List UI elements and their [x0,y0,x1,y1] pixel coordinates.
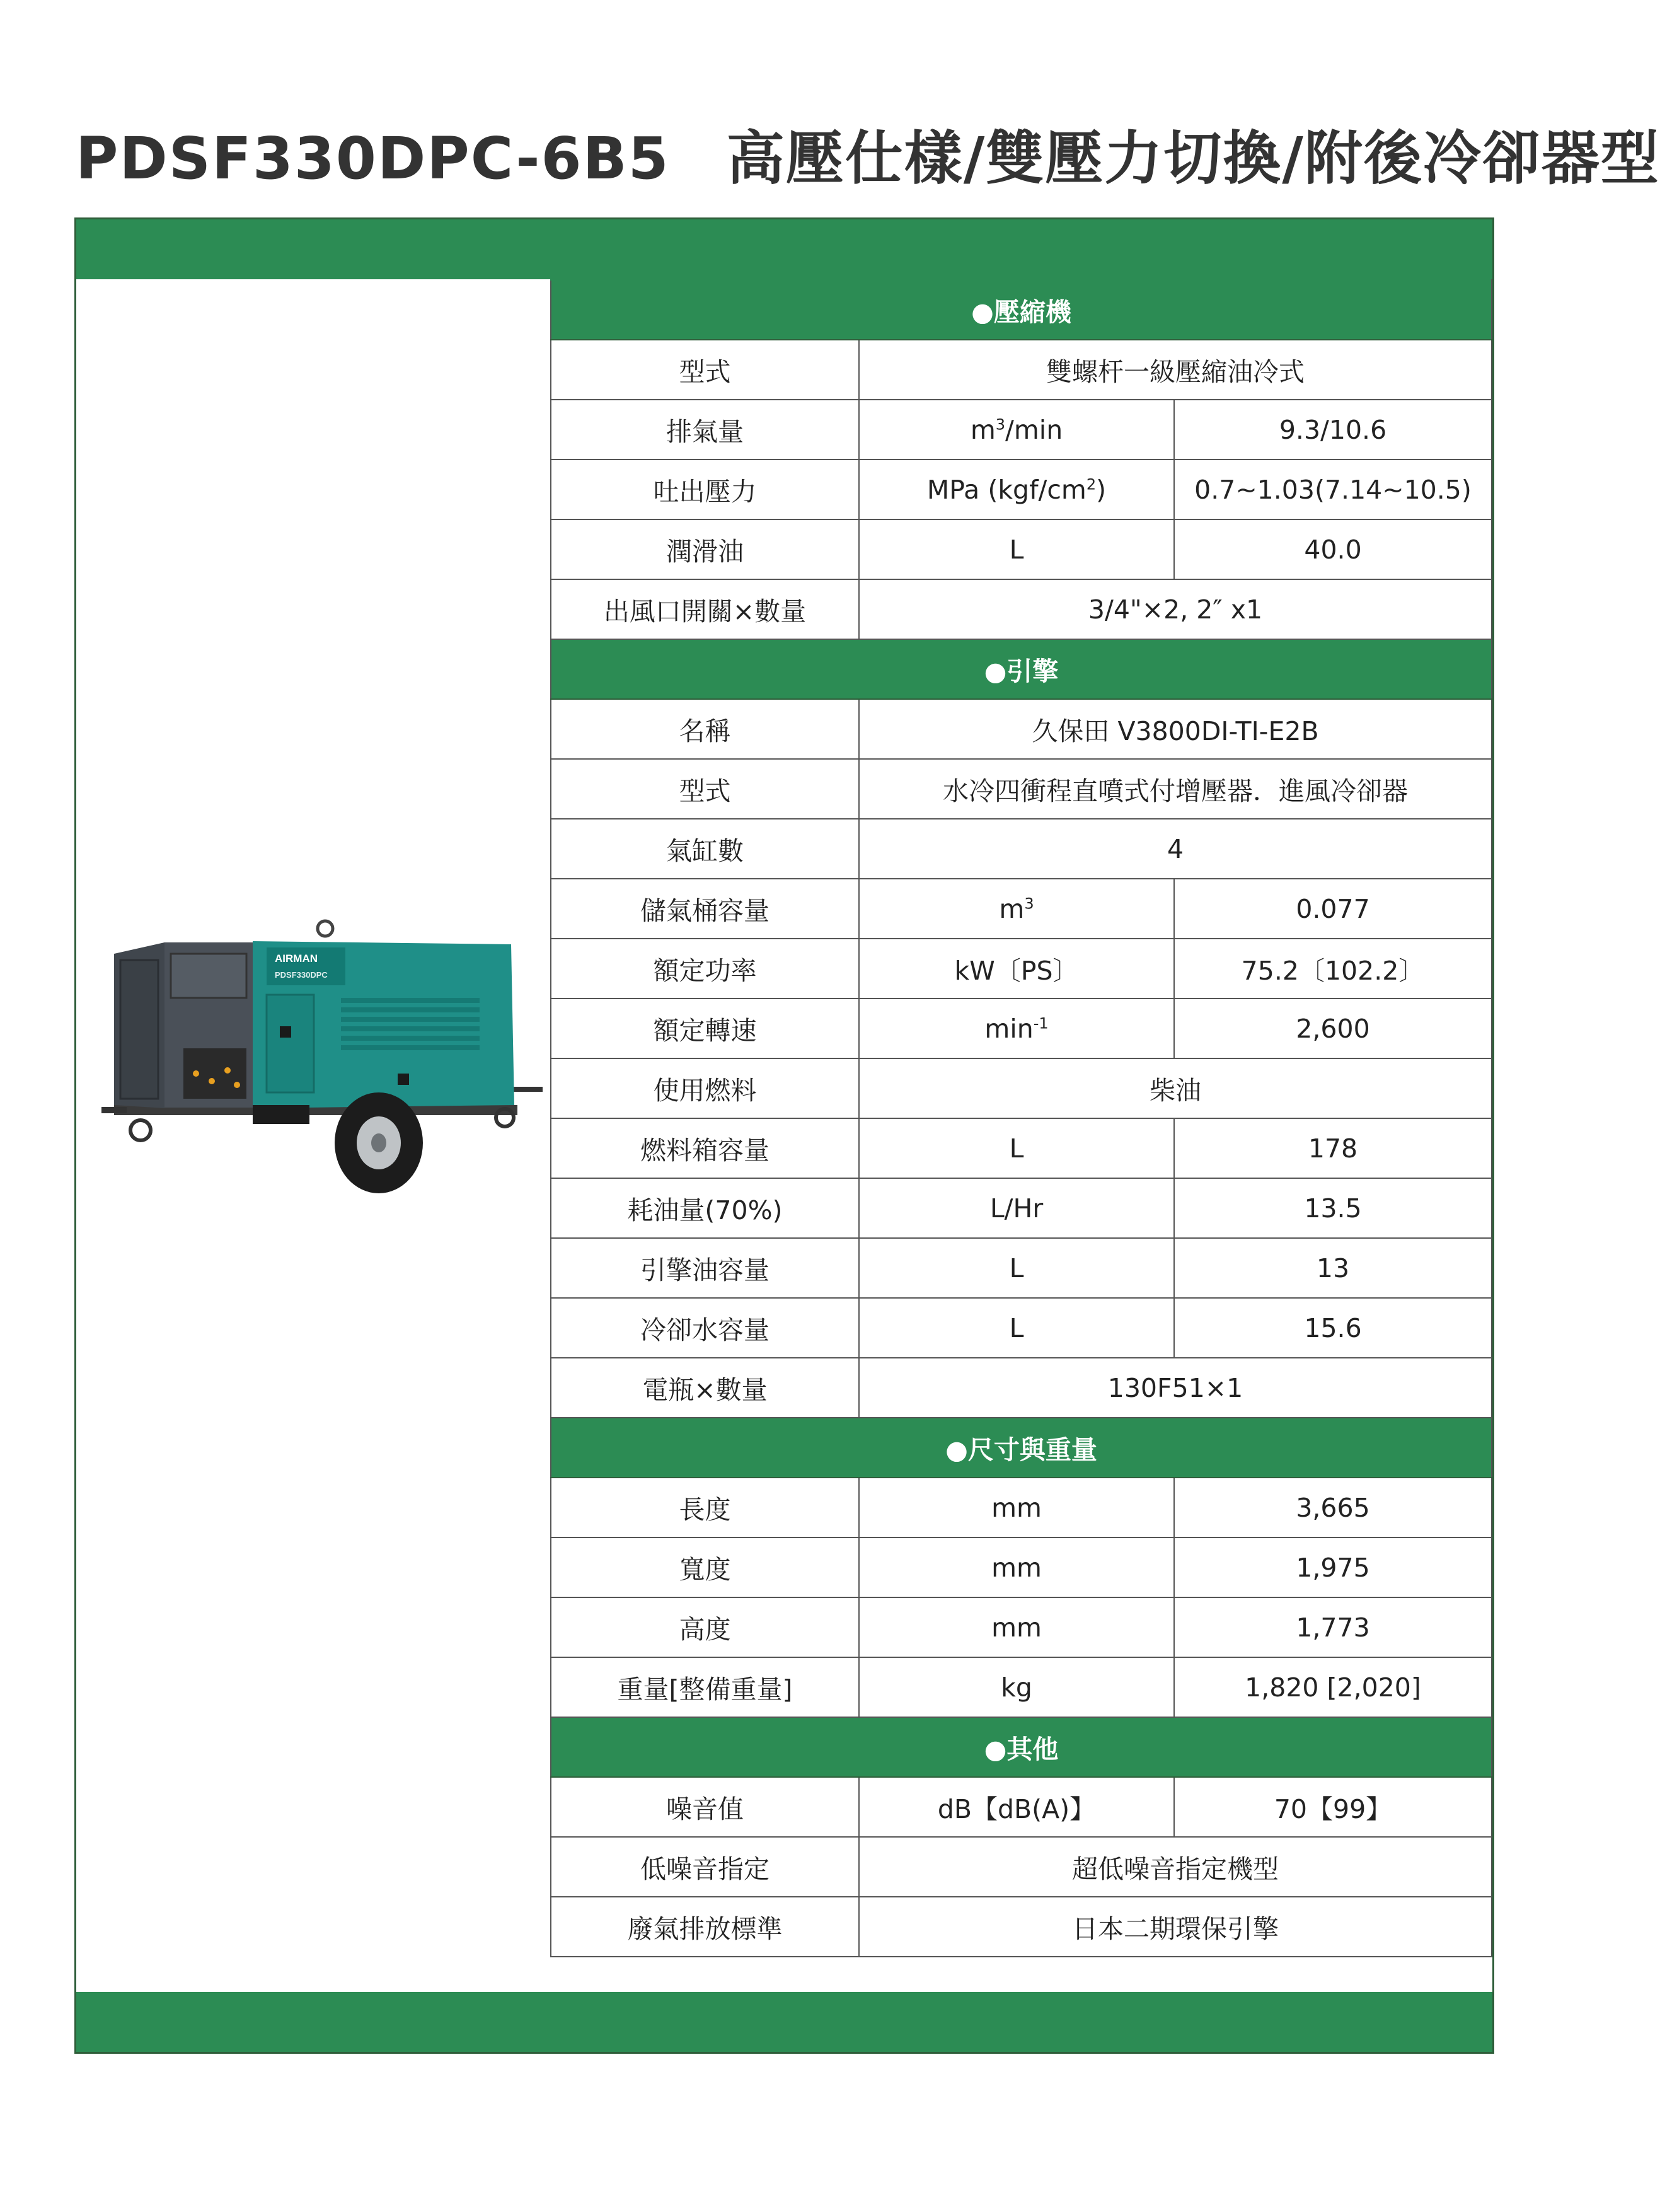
table-row [551,1657,1492,1717]
row-value: 3,665 [1174,1478,1492,1537]
row-value: 超低噪音指定機型 [859,1837,1492,1897]
row-unit: L [859,1238,1174,1298]
table-row [551,1298,1492,1358]
row-unit: L/Hr [859,1178,1174,1238]
table-row [551,1118,1492,1178]
row-label: 低噪音指定 [551,1837,859,1897]
row-unit: MPa $(kgf/cm^2)$ [859,460,1174,519]
row-label: 寬度 [551,1537,859,1597]
row-value: 日本二期環保引擎 [859,1897,1492,1957]
table-row [551,340,1492,400]
row-label: 使用燃料 [551,1058,859,1118]
row-unit: L [859,1298,1174,1358]
row-value: 1,773 [1174,1597,1492,1657]
row-value: 4 [859,819,1492,879]
section-title: ●引擎 [551,639,1492,699]
table-row [551,879,1492,939]
top-green-band [76,219,1492,279]
row-value: 0.077 [1174,879,1492,939]
table-row [551,460,1492,519]
row-label: 燃料箱容量 [551,1118,859,1178]
row-label: 噪音值 [551,1777,859,1837]
spec-table [550,279,1492,1957]
row-label: 額定轉速 [551,999,859,1058]
row-unit: L [859,1118,1174,1178]
table-row [551,1358,1492,1418]
row-value: 9.3/10.6 [1174,400,1492,460]
table-row [551,759,1492,819]
table-row [551,1597,1492,1657]
row-value: 1,975 [1174,1537,1492,1597]
row-value: 1,820 [2,020] [1174,1657,1492,1717]
row-unit: $m^3$ [859,879,1174,939]
section-header-engine [551,639,1492,699]
bottom-green-band [76,1992,1492,2052]
table-row [551,999,1492,1058]
row-label: 重量[整備重量] [551,1657,859,1717]
page-title [76,112,1660,195]
table-row [551,1238,1492,1298]
row-value: 75.2〔102.2〕 [1174,939,1492,999]
row-value: 水冷四衝程直噴式付增壓器．進風冷卻器 [859,759,1492,819]
machine-model-text: PDSF330DPC [275,970,328,980]
row-value: 13.5 [1174,1178,1492,1238]
row-label: 電瓶×數量 [551,1358,859,1418]
row-value: 40.0 [1174,519,1492,579]
table-row [551,1777,1492,1837]
section-header-compressor [551,280,1492,340]
table-row [551,699,1492,759]
row-label: 潤滑油 [551,519,859,579]
row-label: 引擎油容量 [551,1238,859,1298]
row-value: 0.7~1.03(7.14~10.5) [1174,460,1492,519]
row-label: 排氣量 [551,400,859,460]
row-value: 久保田 V3800DI-TI-E2B [859,699,1492,759]
row-label: 型式 [551,340,859,400]
row-value: 雙螺杆一級壓縮油冷式 [859,340,1492,400]
row-unit: $\min^{-1}$ [859,999,1174,1058]
row-label: 吐出壓力 [551,460,859,519]
row-label: 耗油量(70%) [551,1178,859,1238]
section-title: ●其他 [551,1717,1492,1777]
row-label: 型式 [551,759,859,819]
row-label: 長度 [551,1478,859,1537]
row-value: 178 [1174,1118,1492,1178]
row-value: 13 [1174,1238,1492,1298]
air-compressor-image [101,916,543,1206]
table-row [551,939,1492,999]
row-label: 出風口開關×數量 [551,579,859,639]
row-label: 高度 [551,1597,859,1657]
row-value: 70【99】 [1174,1777,1492,1837]
table-row [551,1897,1492,1957]
row-value: 3/4"×2, 2″ x1 [859,579,1492,639]
spec-sheet-frame [74,217,1494,2054]
model-description: 高壓仕樣/雙壓力切換/附後冷卻器型 [726,125,1660,192]
row-label: 額定功率 [551,939,859,999]
table-row [551,579,1492,639]
row-label: 儲氣桶容量 [551,879,859,939]
row-value: 柴油 [859,1058,1492,1118]
row-label: 名稱 [551,699,859,759]
brand-logo-text: AIRMAN [275,953,318,964]
section-header-dimensions [551,1418,1492,1478]
table-row [551,519,1492,579]
table-row [551,1178,1492,1238]
row-value: 15.6 [1174,1298,1492,1358]
section-title: ●壓縮機 [551,280,1492,340]
table-row [551,1537,1492,1597]
row-label: 氣缸數 [551,819,859,879]
table-row [551,819,1492,879]
table-row [551,400,1492,460]
row-unit: L [859,519,1174,579]
row-unit: dB【dB(A)】 [859,1777,1174,1837]
row-value: 130F51×1 [859,1358,1492,1418]
model-number: PDSF330DPC-6B5 [76,125,670,192]
row-label: 廢氣排放標準 [551,1897,859,1957]
row-label: 冷卻水容量 [551,1298,859,1358]
row-unit: mm [859,1478,1174,1537]
row-unit: kg [859,1657,1174,1717]
table-row [551,1058,1492,1118]
row-unit: kW〔PS〕 [859,939,1174,999]
section-header-other [551,1717,1492,1777]
table-row [551,1478,1492,1537]
row-unit: mm [859,1537,1174,1597]
row-value: 2,600 [1174,999,1492,1058]
row-unit: mm [859,1597,1174,1657]
section-title: ●尺寸與重量 [551,1418,1492,1478]
table-row [551,1837,1492,1897]
row-unit: $m^3/\min$ [859,400,1174,460]
